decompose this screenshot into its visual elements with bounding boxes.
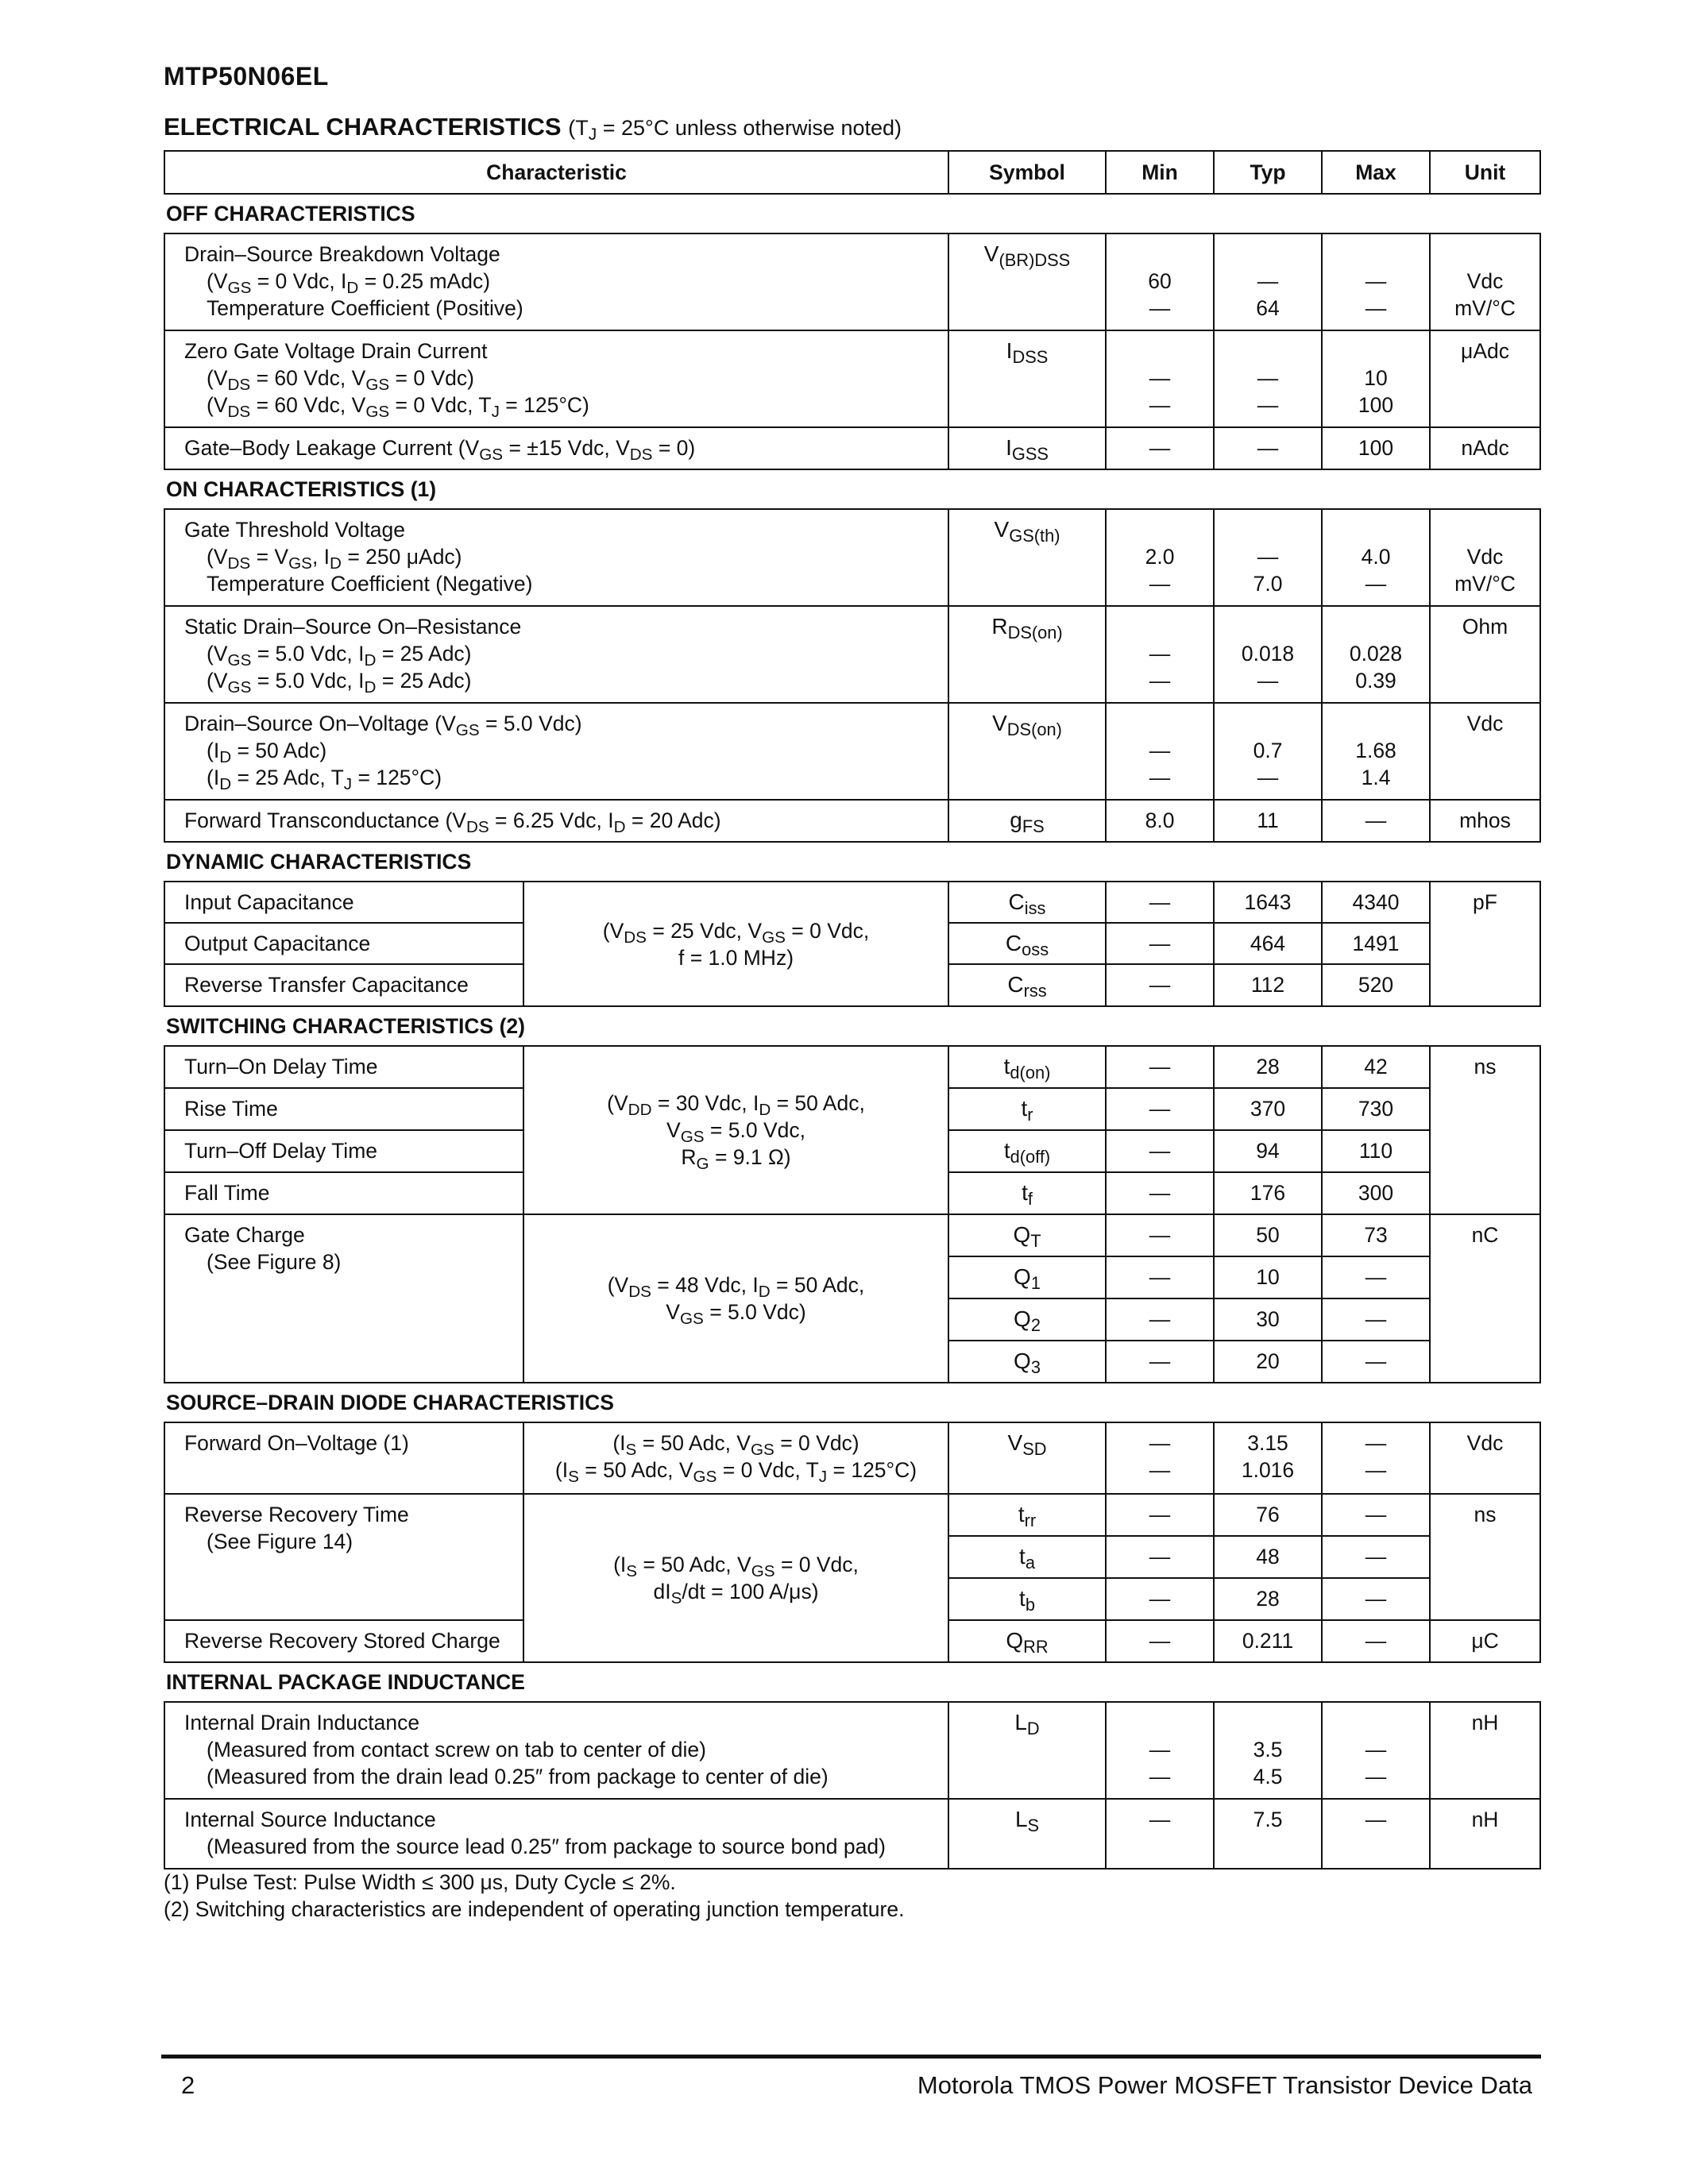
symbol: $Q_1$ [948, 1256, 1106, 1298]
symbol: $Q_2$ [948, 1298, 1106, 1341]
footnote-2: (2) Switching characteristics are independent of operating junction temperature. [164, 1897, 905, 1921]
section-on: ON CHARACTERISTICS (1) [164, 469, 1540, 509]
table-row: Reverse Transfer Capacitance $C_{rss}$ — 112 520 [164, 964, 1540, 1006]
header-row [164, 151, 1540, 194]
table-row: Fall Time $t_f$ — 176 300 [164, 1172, 1540, 1214]
symbol: $t_r$ [948, 1088, 1106, 1130]
footer-text: Motorola TMOS Power MOSFET Transistor Device Data [917, 2071, 1532, 2099]
table-row: $Q_1$ — 10 — [164, 1256, 1540, 1298]
table-row: Static Drain–Source On–Resistance ($V_{GS} = 5.0$ Vdc, $I_D = 25$ Adc) ($V_{GS} = 5.0$ Vdc, $I_D = 25$ Adc) $R_{DS(on)}$ — — 0.018 — 0.028 0.39 Ohm [164, 606, 1540, 703]
footer-rule [161, 2055, 1541, 2059]
col-unit: Unit [1430, 151, 1540, 194]
part-number: MTP50N06EL [164, 62, 329, 91]
table-row: Zero Gate Voltage Drain Current ($V_{DS} = 60$ Vdc, $V_{GS} = 0$ Vdc) ($V_{DS} = 60$ Vdc, $V_{GS} = 0$ Vdc, $T_J = 125^\circ C$) $I_{DSS}$ — — — — 10 100 μAdc [164, 330, 1540, 427]
table-row: Rise Time $t_r$ — 370 730 [164, 1088, 1540, 1130]
table-row: Forward Transconductance ($V_{DS} = 6.25$ Vdc, $I_D = 20$ Adc) $g_{FS}$ 8.0 11 — mhos [164, 800, 1540, 842]
test-condition: ($I_S = 50$ Adc, $V_{GS} = 0$ Vdc) ($I_S = 50$ Adc, $V_{GS} = 0$ Vdc, $T_J = 125^\circ C$) [523, 1422, 948, 1494]
char-name: Zero Gate Voltage Drain Current [184, 339, 488, 363]
col-typ: Typ [1214, 151, 1322, 194]
test-condition: ($I_S = 50$ Adc, $V_{GS} = 0$ Vdc, $dI_S/dt = 100$ A/μs) [523, 1494, 948, 1662]
table-row: Reverse Recovery Stored Charge $Q_{RR}$ — 0.211 — μC [164, 1620, 1540, 1662]
title-text: ELECTRICAL CHARACTERISTICS [164, 113, 562, 141]
symbol: $I_{DSS}$ [948, 330, 1106, 427]
table-row: Drain–Source On–Voltage ($V_{GS} = 5.0$ Vdc) ($I_D = 50$ Adc) ($I_D = 25$ Adc, $T_J = 125^\circ C$) $V_{DS(on)}$ — — 0.7 — 1.68 1.4 Vdc [164, 703, 1540, 800]
char-name: Static Drain–Source On–Resistance [184, 615, 522, 639]
table-row: Output Capacitance $C_{oss}$ — 464 1491 [164, 923, 1540, 964]
symbol: $C_{iss}$ [948, 882, 1106, 923]
symbol: $C_{oss}$ [948, 923, 1106, 964]
symbol: $R_{DS(on)}$ [948, 606, 1106, 703]
test-condition: ($V_{DS} = 25$ Vdc, $V_{GS} = 0$ Vdc, f = 1.0 MHz) [523, 882, 948, 1006]
section-diode: SOURCE–DRAIN DIODE CHARACTERISTICS [164, 1383, 1540, 1422]
table-row: $t_b$ — 28 — [164, 1578, 1540, 1620]
test-condition: ($V_{DS} = 48$ Vdc, $I_D = 50$ Adc, $V_{GS} = 5.0$ Vdc) [523, 1214, 948, 1383]
table-row: Internal Drain Inductance (Measured from contact screw on tab to center of die) (Measured from the drain lead 0.25″ from package to center of die) $L_D$ — — 3.5 4.5 — — nH [164, 1702, 1540, 1799]
char-name: Drain–Source Breakdown Voltage [184, 242, 500, 266]
col-characteristic: Characteristic [164, 151, 948, 194]
test-condition: ($V_{DD} = 30$ Vdc, $I_D = 50$ Adc, $V_{GS} = 5.0$ Vdc, $R_G = 9.1$ Ω) [523, 1046, 948, 1214]
electrical-characteristics-table [164, 150, 1541, 1870]
symbol: $g_{FS}$ [948, 800, 1106, 842]
table-title [164, 113, 902, 144]
table-row: Internal Source Inductance (Measured from the source lead 0.25″ from package to source bond pad) $L_S$ — 7.5 — nH [164, 1799, 1540, 1869]
table-row: $Q_3$ — 20 — [164, 1341, 1540, 1383]
symbol: $V_{DS(on)}$ [948, 703, 1106, 800]
table-row: $t_a$ — 48 — [164, 1536, 1540, 1578]
symbol: $t_{d(off)}$ [948, 1130, 1106, 1172]
table-row: Forward On–Voltage (1) ($I_S = 50$ Adc, $V_{GS} = 0$ Vdc) ($I_S = 50$ Adc, $V_{GS} = 0$ Vdc, $T_J = 125^\circ C$) $V_{SD}$ — — 3.15 1.016 — — Vdc [164, 1422, 1540, 1494]
symbol: $t_{rr}$ [948, 1494, 1106, 1536]
footnote-1: (1) Pulse Test: Pulse Width ≤ 300 μs, Duty Cycle ≤ 2%. [164, 1870, 676, 1894]
table-row: Gate–Body Leakage Current ($V_{GS} = \pm 15$ Vdc, $V_{DS} = 0$) $I_{GSS}$ — — 100 nAdc [164, 427, 1540, 469]
symbol: $C_{rss}$ [948, 964, 1106, 1006]
symbol: $t_f$ [948, 1172, 1106, 1214]
symbol: $t_a$ [948, 1536, 1106, 1578]
symbol: $V_{SD}$ [948, 1422, 1106, 1494]
table-row: Gate Charge (See Figure 8) ($V_{DS} = 48$ Vdc, $I_D = 50$ Adc, $V_{GS} = 5.0$ Vdc) $Q_T$ — 50 73 nC [164, 1214, 1540, 1256]
page-number: 2 [181, 2071, 195, 2099]
section-off: OFF CHARACTERISTICS [164, 194, 1540, 233]
col-min: Min [1106, 151, 1214, 194]
symbol: $V_{(BR)DSS}$ [948, 233, 1106, 330]
section-inductance: INTERNAL PACKAGE INDUCTANCE [164, 1662, 1540, 1702]
symbol: $L_S$ [948, 1799, 1106, 1869]
symbol: $I_{GSS}$ [948, 427, 1106, 469]
symbol: $V_{GS(th)}$ [948, 509, 1106, 606]
title-condition: ($T_J = 25^\circ C$ unless otherwise noted) [568, 116, 902, 144]
symbol: $Q_3$ [948, 1341, 1106, 1383]
table-row: Drain–Source Breakdown Voltage ($V_{GS} = 0$ Vdc, $I_D = 0.25$ mAdc) Temperature Coefficient (Positive) $V_{(BR)DSS}$ 60 — — 64 — — Vdc mV/°C [164, 233, 1540, 330]
table-row: Turn–On Delay Time ($V_{DD} = 30$ Vdc, $I_D = 50$ Adc, $V_{GS} = 5.0$ Vdc, $R_G = 9.1$ Ω) $t_{d(on)}$ — 28 42 ns [164, 1046, 1540, 1088]
table-row: $Q_2$ — 30 — [164, 1298, 1540, 1341]
symbol: $L_D$ [948, 1702, 1106, 1799]
symbol: $Q_T$ [948, 1214, 1106, 1256]
symbol: $Q_{RR}$ [948, 1620, 1106, 1662]
char-name: Gate Threshold Voltage [184, 518, 405, 542]
table-row: Turn–Off Delay Time $t_{d(off)}$ — 94 110 [164, 1130, 1540, 1172]
table-row: Input Capacitance ($V_{DS} = 25$ Vdc, $V_{GS} = 0$ Vdc, f = 1.0 MHz) $C_{iss}$ — 1643 4340 pF [164, 882, 1540, 923]
col-max: Max [1322, 151, 1430, 194]
section-dynamic: DYNAMIC CHARACTERISTICS [164, 842, 1540, 882]
symbol: $t_{d(on)}$ [948, 1046, 1106, 1088]
symbol: $t_b$ [948, 1578, 1106, 1620]
table-row: Gate Threshold Voltage ($V_{DS} = V_{GS}$, $I_D = 250$ μAdc) Temperature Coefficient (Negative) $V_{GS(th)}$ 2.0 — — 7.0 4.0 — Vdc mV/°C [164, 509, 1540, 606]
section-switching: SWITCHING CHARACTERISTICS (2) [164, 1006, 1540, 1046]
table-row: Reverse Recovery Time (See Figure 14) ($I_S = 50$ Adc, $V_{GS} = 0$ Vdc, $dI_S/dt = 100$ A/μs) $t_{rr}$ — 76 — ns [164, 1494, 1540, 1536]
col-symbol: Symbol [948, 151, 1106, 194]
